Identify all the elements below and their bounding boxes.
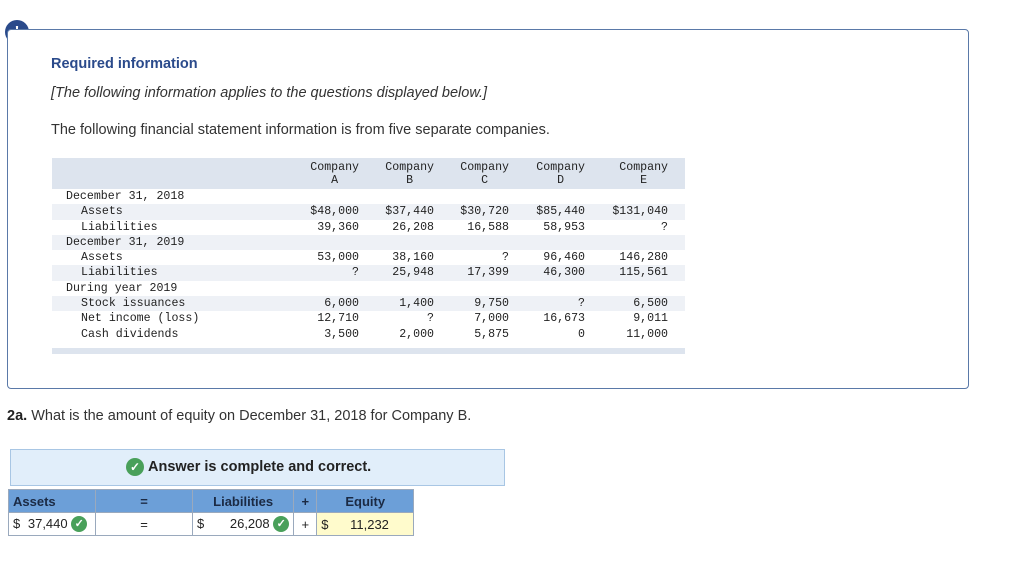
cell: 26,208 [392, 220, 434, 234]
assets-currency: $ [13, 515, 21, 531]
header-plus: + [294, 490, 317, 513]
cell: 16,588 [467, 220, 509, 234]
liabilities-value-cell[interactable] [193, 513, 294, 536]
cell: 6,000 [252, 296, 359, 311]
cell: 16,673 [543, 312, 585, 326]
cell: 12,710 [317, 312, 359, 326]
cell: 46,300 [509, 265, 585, 280]
table-bottom-rule [52, 348, 685, 354]
cell: $37,440 [359, 204, 434, 219]
cell: ? [252, 265, 359, 280]
header-company-c: Company C [434, 158, 509, 189]
cell: 11,000 [626, 327, 668, 341]
cell: $30,720 [434, 204, 509, 219]
cell: 39,360 [317, 220, 359, 234]
cell: $48,000 [252, 204, 359, 219]
liabilities-value: 26,208 [229, 515, 270, 531]
row-label: Liabilities [52, 265, 252, 280]
header-equals: = [96, 490, 193, 513]
header-company-e: Company E [585, 158, 668, 189]
cell: $131,040 [585, 204, 668, 219]
cell: ? [427, 312, 434, 326]
row-label: Assets [81, 251, 123, 265]
assets-value-cell[interactable] [9, 513, 96, 536]
intro-text: The following financial statement information is from five separate companies. [51, 122, 550, 138]
required-title: Required information [51, 56, 198, 72]
header-pad [668, 158, 685, 189]
header-equity: Equity [317, 490, 414, 513]
cell: 38,160 [392, 251, 434, 265]
check-icon: ✓ [71, 516, 87, 532]
cell: ? [661, 220, 668, 234]
equation-table [8, 489, 414, 536]
cell: ? [509, 296, 585, 311]
header-liabilities: Liabilities [193, 490, 294, 513]
equity-value: 11,232 [350, 516, 389, 532]
cell: 2,000 [399, 327, 434, 341]
equity-currency: $ [321, 516, 329, 532]
cell: 3,500 [324, 327, 359, 341]
row-label: Net income (loss) [81, 312, 200, 326]
cell: 1,400 [359, 296, 434, 311]
section-title: During year 2019 [66, 281, 178, 295]
header-assets: Assets [9, 490, 96, 513]
row-label: Stock issuances [52, 296, 252, 311]
cell: 17,399 [434, 265, 509, 280]
liabilities-currency: $ [197, 515, 205, 531]
cell: 96,460 [543, 251, 585, 265]
cell: 5,875 [474, 327, 509, 341]
header-company-b: Company B [359, 158, 434, 189]
required-subtitle: [The following information applies to the questions displayed below.] [51, 85, 488, 101]
cell: 58,953 [543, 220, 585, 234]
row-label: Cash dividends [81, 327, 179, 341]
cell: 146,280 [619, 251, 668, 265]
plus-cell: + [294, 513, 317, 536]
cell: 6,500 [585, 296, 668, 311]
cell: ? [502, 251, 509, 265]
row-label: Liabilities [81, 220, 158, 234]
section-title: December 31, 2019 [52, 235, 252, 250]
cell: 7,000 [474, 312, 509, 326]
section-title: December 31, 2018 [66, 190, 185, 203]
header-company-d: Company D [509, 158, 585, 189]
cell: 53,000 [317, 251, 359, 265]
financial-table [52, 158, 685, 354]
cell: $85,440 [509, 204, 585, 219]
question-text: 2a. What is the amount of equity on December 31, 2018 for Company B. [7, 408, 472, 424]
cell: 9,750 [434, 296, 509, 311]
assets-value: 37,440 [27, 515, 68, 531]
cell: 25,948 [359, 265, 434, 280]
check-icon: ✓ [273, 516, 289, 532]
cell: 0 [578, 327, 585, 341]
header-company-a: Company A [252, 158, 359, 189]
equity-value-cell[interactable] [317, 513, 414, 536]
equals-cell: = [96, 513, 193, 536]
cell: 115,561 [585, 265, 668, 280]
row-label: Assets [52, 204, 252, 219]
cell: 9,011 [633, 312, 668, 326]
answer-status-text: Answer is complete and correct. [148, 459, 372, 475]
check-icon: ✓ [126, 458, 144, 476]
header-blank [52, 158, 252, 189]
